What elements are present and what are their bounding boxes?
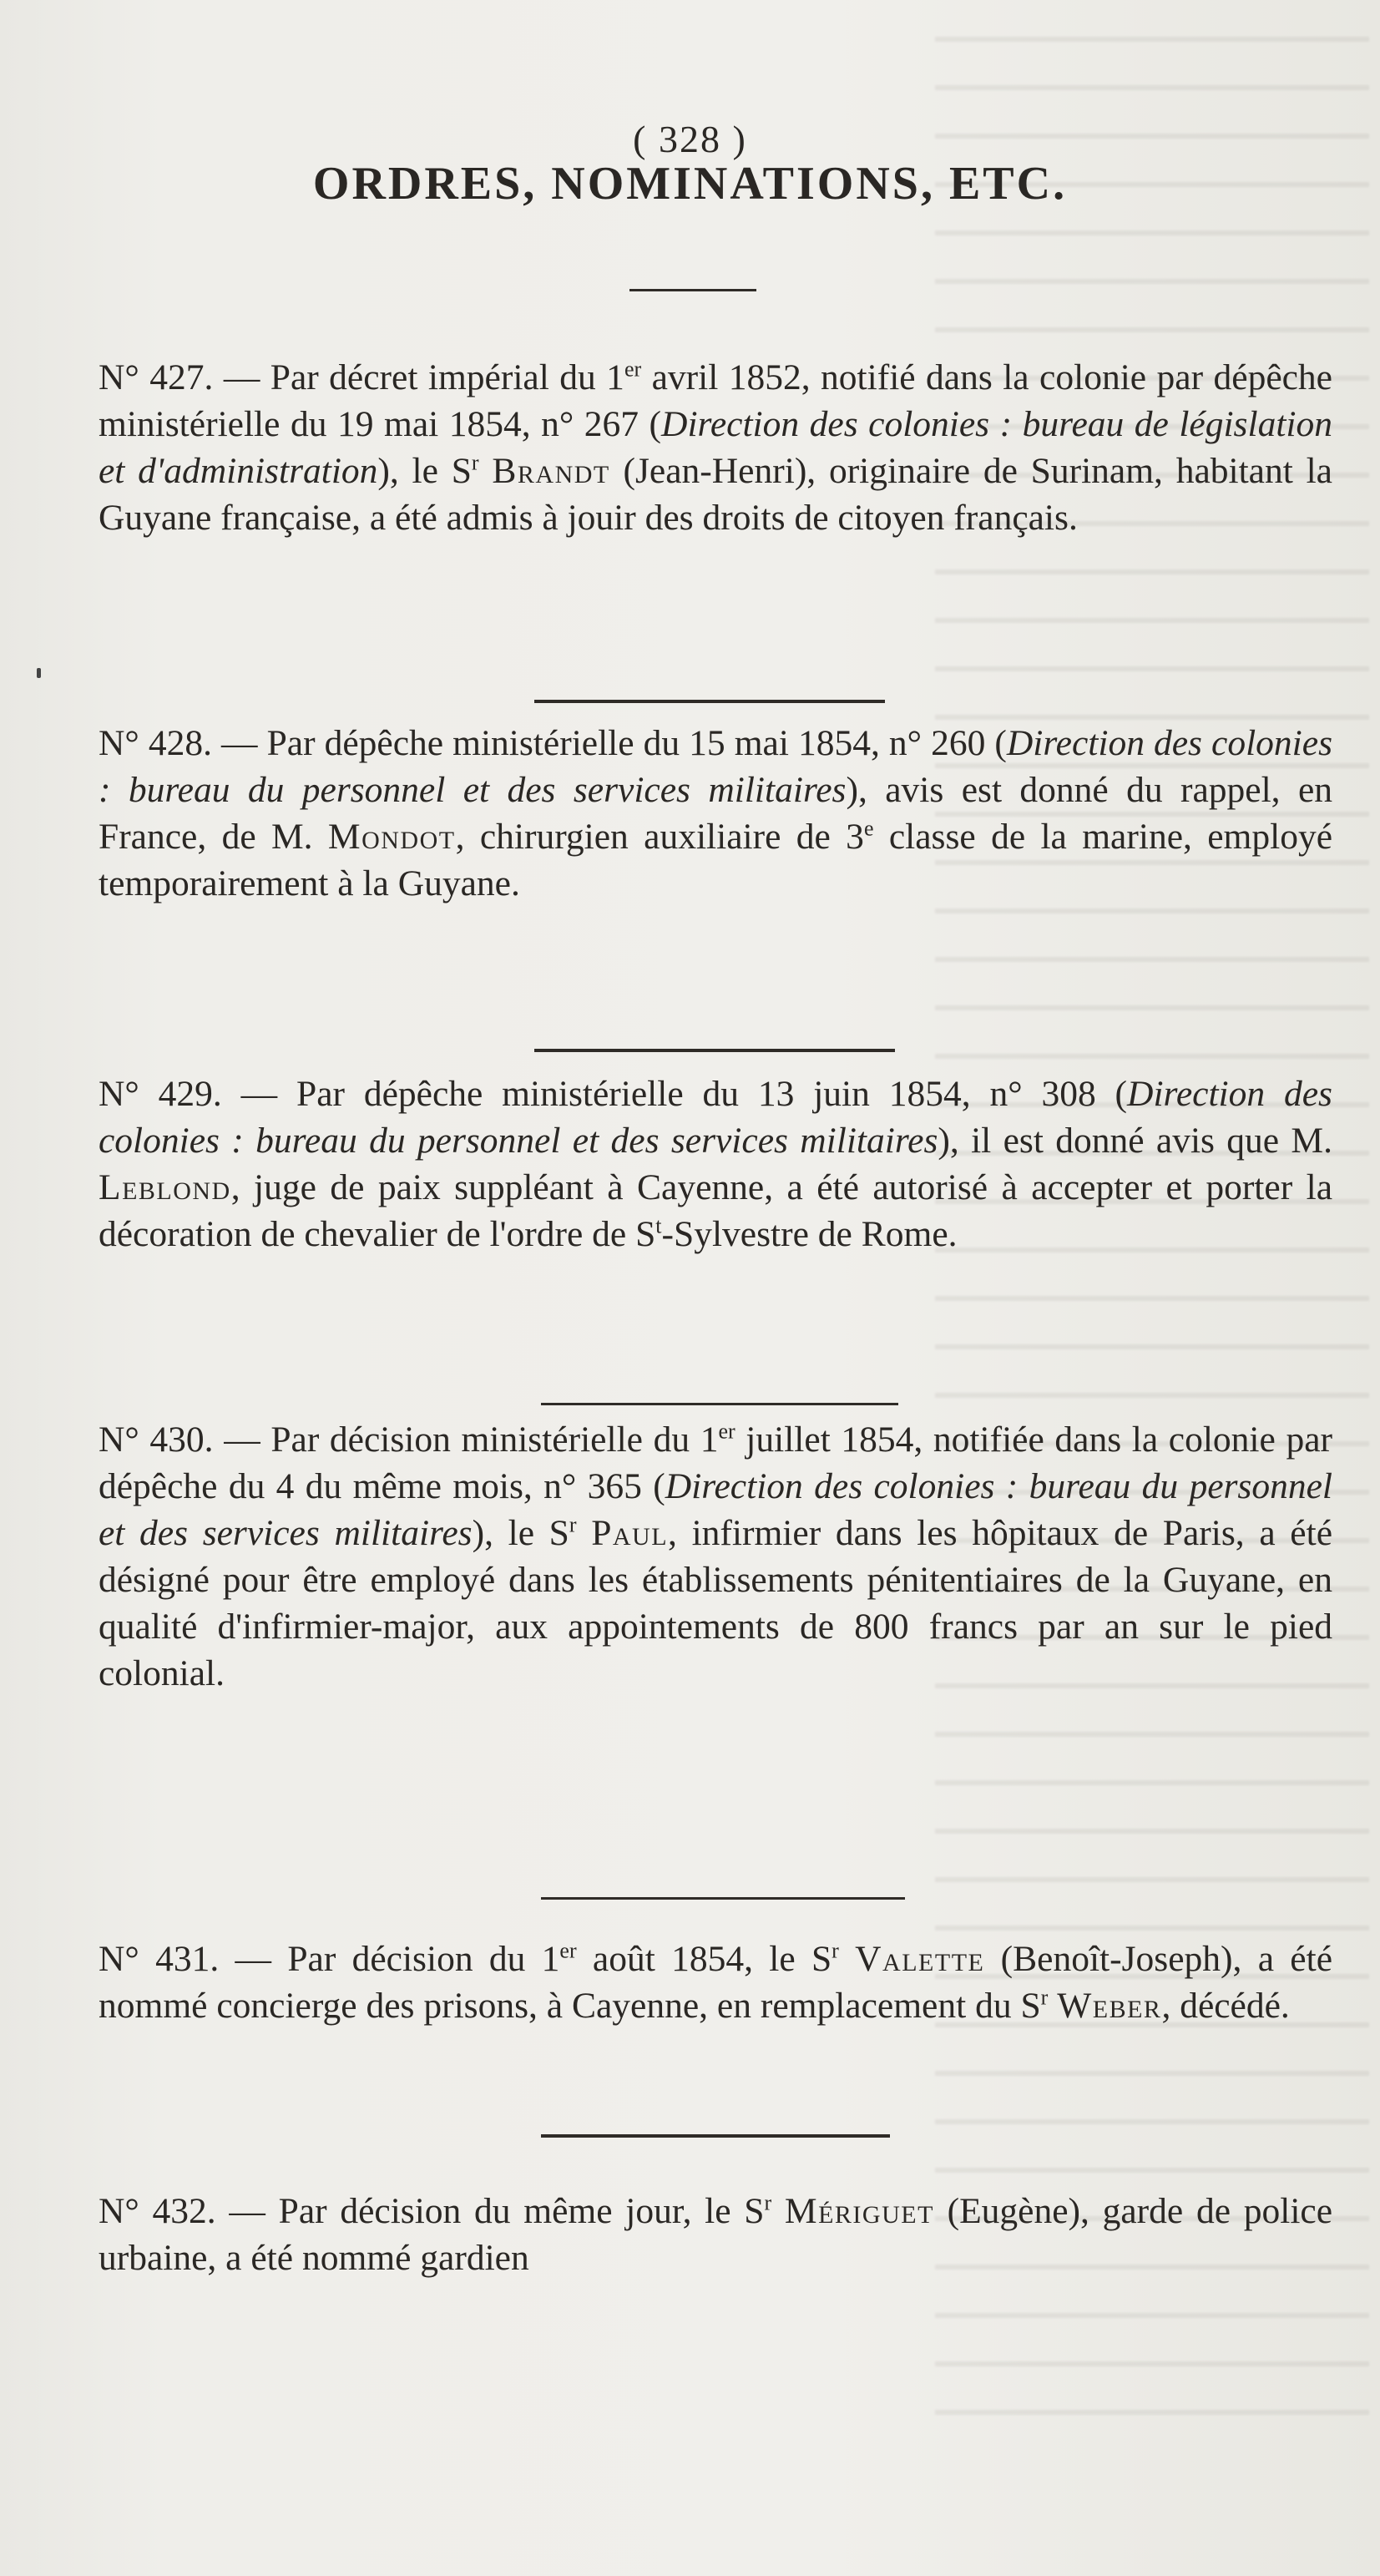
page-number: ( 328 ): [633, 118, 747, 160]
section-title: ORDRES, NOMINATIONS, ETC.: [312, 158, 1068, 210]
margin-speck: [37, 668, 41, 678]
person-name: Mériguet: [784, 2191, 934, 2231]
entry-reference: Direction des colonies : bureau du personnel et des services militaires: [99, 723, 1332, 810]
entry-432: [99, 2188, 1332, 2281]
entry-text: — Par décision du même jour, le S: [215, 2191, 765, 2231]
entry-text: , chirurgien auxiliaire de 3: [455, 817, 864, 857]
entry-text: [839, 1939, 855, 1979]
entry-text: ), avis est donné du rappel, en France, de M.: [99, 770, 1332, 857]
person-name: Paul: [591, 1513, 669, 1553]
person-name: Valette: [855, 1939, 985, 1979]
superscript: r: [1040, 1985, 1049, 2010]
entry-text: , infirmier dans les hôpitaux de Paris, a été désigné pour être employé dans les établissements pénitentiaires de la Guyane, en qualité d'infirmier-major, aux appointements de 800 francs par an sur le pied colonial.: [99, 1513, 1332, 1693]
entry-number: N° 427.: [99, 357, 214, 397]
entry-text: — Par décision ministérielle du 1: [213, 1420, 719, 1460]
superscript: r: [471, 450, 479, 475]
person-name: Brandt: [492, 451, 610, 491]
superscript: t: [655, 1213, 662, 1238]
entry-text: (Eugène), garde de police urbaine, a été nommé gardien: [99, 2191, 1333, 2278]
entry-428: [99, 720, 1332, 907]
entry-number: N° 431.: [99, 1939, 220, 1979]
entry-number: N° 430.: [99, 1420, 214, 1460]
entry-text: avril 1852, notifié dans la colonie par dépêche ministérielle du 19 mai 1854, n° 267 (: [99, 357, 1332, 444]
person-name: Weber: [1057, 1986, 1162, 2026]
superscript: r: [764, 2190, 772, 2215]
entry-431: [99, 1936, 1332, 2029]
entry-reference: Direction des colonies : bureau du personnel et des services militaires: [99, 1074, 1332, 1161]
entry-text: classe de la marine, employé temporairement à la Guyane.: [99, 817, 1333, 903]
superscript: e: [863, 816, 874, 841]
entry-text: (Benoît-Joseph), a été nommé concierge des prisons, à Cayenne, en remplacement du S: [99, 1939, 1332, 2026]
superscript: er: [718, 1419, 735, 1444]
entry-text: [771, 2191, 785, 2231]
entry-430: [99, 1416, 1332, 1697]
entry-text: juillet 1854, notifiée dans la colonie par dépêche du 4 du même mois, n° 365 (: [99, 1420, 1332, 1506]
person-name: Mondot: [327, 817, 456, 857]
entry-text: — Par dépêche ministérielle du 13 juin 1854, n° 308 (: [221, 1074, 1128, 1114]
entry-text: ), le S: [472, 1513, 569, 1553]
entry-text: ), le S: [377, 451, 472, 491]
entry-number: N° 432.: [99, 2191, 216, 2231]
entry-text: , décédé.: [1161, 1986, 1290, 2026]
entry-text: août 1854, le S: [576, 1939, 832, 1979]
entry-text: [1048, 1986, 1057, 2026]
superscript: er: [624, 357, 642, 382]
entry-reference: Direction des colonies : bureau de législation et d'administration: [99, 404, 1332, 491]
entry-429: [99, 1070, 1332, 1258]
entry-reference: Direction des colonies : bureau du personnel et des services militaires: [99, 1466, 1333, 1553]
entry-text: -Sylvestre de Rome.: [661, 1214, 958, 1254]
entry-text: — Par dépêche ministérielle du 15 mai 1854, n° 260 (: [211, 723, 1007, 763]
superscript: r: [569, 1512, 577, 1537]
entry-number: N° 428.: [99, 723, 212, 763]
entry-427: [99, 354, 1332, 541]
separator-rule: [541, 1897, 905, 1900]
entry-text: — Par décret impérial du 1: [213, 357, 624, 397]
superscript: r: [832, 1938, 839, 1963]
entry-text: , juge de paix suppléant à Cayenne, a été autorisé à accepter et porter la décoration de chevalier de l'ordre de S: [99, 1167, 1332, 1254]
entry-text: ), il est donné avis que M.: [938, 1121, 1332, 1161]
separator-rule: [534, 1049, 895, 1052]
person-name: Leblond: [99, 1167, 231, 1207]
entry-text: (Jean-Henri), originaire de Surinam, habitant la Guyane française, a été admis à jouir des droits de citoyen français.: [99, 451, 1332, 538]
entry-number: N° 429.: [99, 1074, 222, 1114]
separator-rule: [541, 1403, 898, 1405]
superscript: er: [559, 1938, 577, 1963]
entry-text: [479, 451, 493, 491]
entry-text: — Par décision du 1: [219, 1939, 560, 1979]
separator-rule: [541, 2134, 890, 2138]
entry-text: [577, 1513, 592, 1553]
separator-rule: [534, 700, 885, 703]
title-rule: [629, 289, 756, 291]
